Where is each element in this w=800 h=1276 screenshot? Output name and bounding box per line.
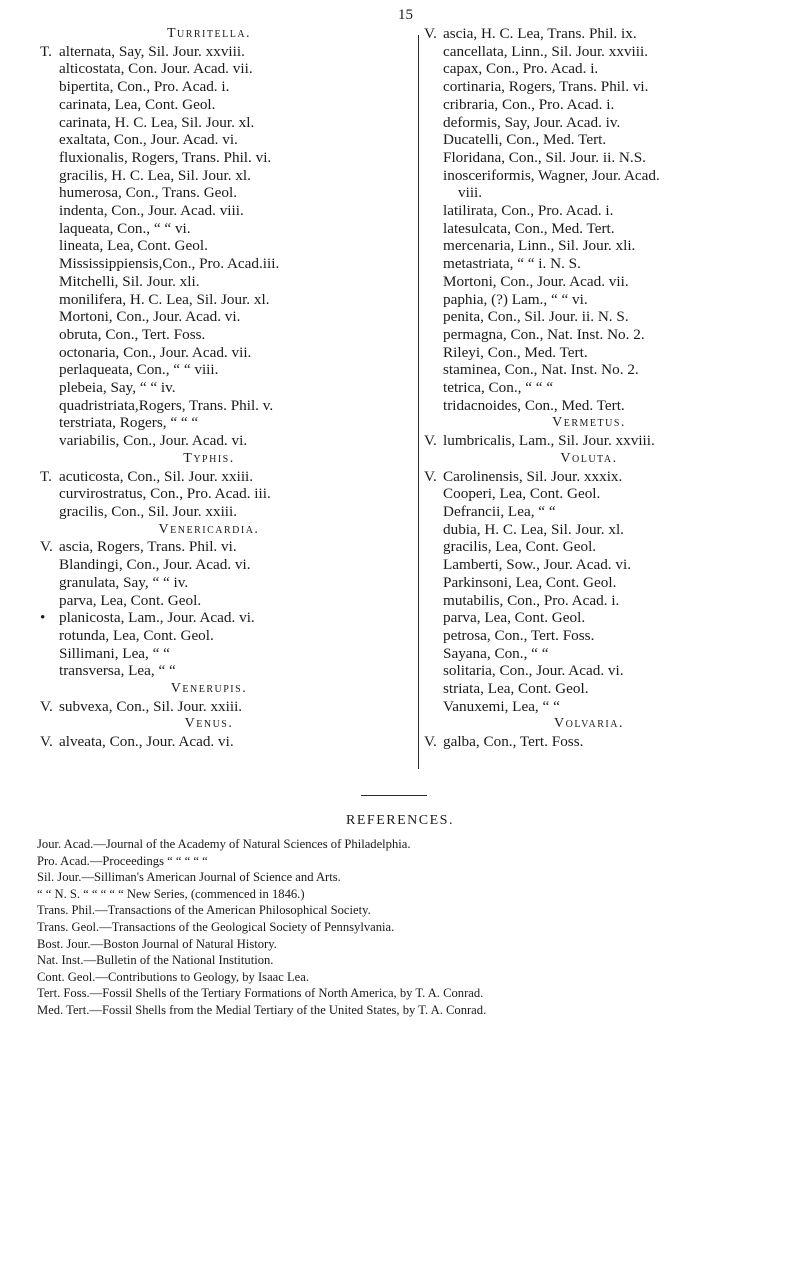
reference-line: Nat. Inst.—Bulletin of the National Institution. [37, 953, 274, 968]
species-text: gracilis, Lea, Cont. Geol. [443, 538, 597, 556]
species-entry [40, 149, 418, 167]
reference-line: “ “ N. S. “ “ “ “ “ New Series, (commenced in 1846.) [37, 886, 305, 901]
species-text: ascia, H. C. Lea, Trans. Phil. ix. [443, 25, 637, 42]
species-entry [40, 379, 418, 397]
species-entry [424, 645, 784, 663]
species-text: acuticosta, Con., Sil. Jour. xxiii. [59, 467, 254, 485]
species-text: variabilis, Con., Jour. Acad. vi. [59, 432, 248, 450]
species-text: mercenaria, Linn., Sil. Jour. xli. [443, 237, 636, 255]
species-entry [424, 220, 784, 238]
species-text: lineata, Lea, Cont. Geol. [59, 237, 208, 255]
species-entry [40, 468, 418, 486]
genus-heading: Vermetus. [552, 415, 626, 431]
species-text: gracilis, Con., Sil. Jour. xxiii. [59, 502, 238, 520]
species-entry [424, 149, 784, 167]
species-entry [424, 609, 784, 627]
species-entry [424, 60, 784, 78]
species-entry [424, 397, 784, 415]
species-entry [424, 468, 784, 486]
species-text: terstriata, Rogers, “ “ “ [59, 414, 199, 432]
reference-line: Med. Tert.—Fossil Shells from the Medial Tertiary of the United States, by T. A. Conrad. [37, 1002, 487, 1017]
genus-heading: Volvaria. [554, 716, 624, 732]
species-entry [424, 680, 784, 698]
genus-abbrev: T. [40, 467, 52, 485]
species-entry [40, 698, 418, 716]
species-text: alveata, Con., Jour. Acad. vi. [59, 733, 234, 751]
species-text: bipertita, Con., Pro. Acad. i. [59, 78, 230, 96]
species-entry [424, 662, 784, 680]
section-divider [361, 795, 427, 796]
species-entry [40, 645, 418, 663]
species-text: staminea, Con., Nat. Inst. No. 2. [443, 361, 639, 379]
species-entry [40, 627, 418, 645]
species-entry [40, 184, 418, 202]
species-entry [40, 574, 418, 592]
species-entry [40, 220, 418, 238]
species-entry [424, 131, 784, 149]
species-text: plebeia, Say, “ “ iv. [59, 379, 176, 397]
species-entry [40, 167, 418, 185]
species-entry [424, 698, 784, 716]
page-number: 15 [398, 7, 413, 23]
species-entry [424, 503, 784, 521]
species-text: cribraria, Con., Pro. Acad. i. [443, 95, 615, 113]
species-text: Cooperi, Lea, Cont. Geol. [443, 485, 601, 503]
species-text: dubia, H. C. Lea, Sil. Jour. xl. [443, 520, 624, 538]
genus-heading: Turritella. [166, 26, 252, 41]
species-text: planicosta, Lam., Jour. Acad. vi. [59, 609, 255, 627]
species-text: galba, Con., Tert. Foss. [443, 733, 584, 751]
genus-abbrev: V. [424, 467, 437, 485]
species-entry [424, 538, 784, 556]
species-text: octonaria, Con., Jour. Acad. vii. [59, 343, 252, 361]
species-text: obruta, Con., Tert. Foss. [59, 325, 206, 343]
species-text: capax, Con., Pro. Acad. i. [443, 60, 599, 78]
species-entry [424, 592, 784, 610]
species-entry [424, 432, 784, 450]
genus-abbrev: V. [40, 538, 53, 556]
species-text: granulata, Say, “ “ iv. [59, 573, 189, 591]
species-text: permagna, Con., Nat. Inst. No. 2. [443, 325, 645, 343]
species-entry [40, 414, 418, 432]
species-entry [40, 485, 418, 503]
species-text: Vanuxemi, Lea, “ “ [443, 697, 560, 715]
species-entry [40, 733, 418, 751]
species-entry [40, 273, 418, 291]
species-entry [40, 255, 418, 273]
species-entry [40, 344, 418, 362]
species-text: Carolinensis, Sil. Jour. xxxix. [443, 467, 623, 485]
species-entry [40, 397, 418, 415]
species-entry [40, 114, 418, 132]
species-entry [40, 202, 418, 220]
species-entry [40, 609, 418, 627]
species-text: tetrica, Con., “ “ “ [443, 379, 554, 397]
species-text: alticostata, Con. Jour. Acad. vii. [59, 60, 253, 78]
species-text: parva, Lea, Cont. Geol. [443, 609, 586, 627]
species-text: transversa, Lea, “ “ [59, 662, 176, 680]
species-entry [424, 361, 784, 379]
species-text: cortinaria, Rogers, Trans. Phil. vi. [443, 78, 649, 96]
species-text: Sayana, Con., “ “ [443, 644, 549, 662]
genus-abbrev: T. [40, 42, 52, 60]
species-text: inosceriformis, Wagner, Jour. Acad. [443, 166, 660, 184]
species-entry [40, 503, 418, 521]
species-entry [40, 237, 418, 255]
species-entry [424, 485, 784, 503]
species-entry [424, 255, 784, 273]
species-text: latilirata, Con., Pro. Acad. i. [443, 202, 614, 220]
species-text: subvexa, Con., Sil. Jour. xxiii. [59, 697, 243, 715]
reference-line: Trans. Geol.—Transactions of the Geological Society of Pennsylvania. [37, 919, 395, 934]
species-text: fluxionalis, Rogers, Trans. Phil. vi. [59, 148, 272, 166]
species-text: ascia, Rogers, Trans. Phil. vi. [59, 538, 237, 556]
species-text: solitaria, Con., Jour. Acad. vi. [443, 662, 624, 680]
species-entry [424, 733, 784, 751]
references-title: REFERENCES. [346, 813, 454, 828]
genus-abbrev: V. [40, 733, 53, 751]
species-text: penita, Con., Sil. Jour. ii. N. S. [443, 308, 629, 326]
species-entry [40, 326, 418, 344]
species-text: exaltata, Con., Jour. Acad. vi. [59, 131, 238, 149]
reference-line: Cont. Geol.—Contributions to Geology, by Isaac Lea. [37, 969, 310, 984]
species-text: Blandingi, Con., Jour. Acad. vi. [59, 556, 251, 574]
species-entry [424, 96, 784, 114]
reference-line: Trans. Phil.—Transactions of the American Philosophical Society. [37, 903, 371, 918]
species-text: viii. [458, 184, 483, 202]
species-text: Parkinsoni, Lea, Cont. Geol. [443, 573, 617, 591]
species-entry [424, 308, 784, 326]
reference-line: Bost. Jour.—Boston Journal of Natural History. [37, 936, 277, 951]
species-text: carinata, Lea, Cont. Geol. [59, 95, 216, 113]
species-text: curvirostratus, Con., Pro. Acad. iii. [59, 485, 271, 503]
species-entry [40, 291, 418, 309]
genus-abbrev: V. [424, 25, 437, 42]
species-text: perlaqueata, Con., “ “ viii. [59, 361, 219, 379]
species-entry [40, 556, 418, 574]
species-text: Ducatelli, Con., Med. Tert. [443, 131, 607, 149]
references-list [37, 836, 787, 1019]
species-entry [424, 25, 784, 43]
species-entry [424, 78, 784, 96]
genus-heading: Voluta. [560, 450, 618, 466]
species-text: humerosa, Con., Trans. Geol. [59, 184, 238, 202]
right-column [424, 25, 784, 751]
species-text: paphia, (?) Lam., “ “ vi. [443, 290, 588, 308]
reference-line: Tert. Foss.—Fossil Shells of the Tertiary Formations of North America, by T. A. Conrad. [37, 986, 484, 1001]
left-column [40, 25, 418, 751]
species-text: Lamberti, Sow., Jour. Acad. vi. [443, 556, 631, 574]
species-text: latesulcata, Con., Med. Tert. [443, 219, 615, 237]
species-entry [424, 167, 784, 185]
reference-line: Jour. Acad.—Journal of the Academy of Natural Sciences of Philadelphia. [37, 837, 411, 851]
genus-abbrev: V. [40, 697, 53, 715]
species-text: mutabilis, Con., Pro. Acad. i. [443, 591, 620, 609]
species-entry [40, 131, 418, 149]
genus-abbrev: V. [424, 733, 437, 751]
genus-heading: Venus. [184, 716, 234, 732]
genus-heading: Venerupis. [170, 681, 248, 697]
species-entry [40, 538, 418, 556]
species-text: Mississippiensis,Con., Pro. Acad.iii. [59, 255, 280, 273]
species-entry [424, 344, 784, 362]
genus-abbrev: V. [424, 432, 437, 450]
species-entry [40, 361, 418, 379]
reference-line: Pro. Acad.—Proceedings “ “ “ “ “ [37, 853, 208, 868]
species-text: deformis, Say, Jour. Acad. iv. [443, 113, 621, 131]
species-text: alternata, Say, Sil. Jour. xxviii. [59, 42, 245, 60]
species-entry [40, 662, 418, 680]
species-text: Mortoni, Con., Jour. Acad. vii. [443, 272, 629, 290]
species-text: Rileyi, Con., Med. Tert. [443, 343, 588, 361]
species-text: striata, Lea, Cont. Geol. [443, 680, 589, 698]
column-divider [418, 35, 419, 769]
species-text: carinata, H. C. Lea, Sil. Jour. xl. [59, 113, 255, 131]
species-text: Defrancii, Lea, “ “ [443, 502, 556, 520]
species-text: monilifera, H. C. Lea, Sil. Jour. xl. [59, 290, 270, 308]
species-text: cancellata, Linn., Sil. Jour. xxviii. [443, 42, 648, 60]
species-text: quadristriata,Rogers, Trans. Phil. v. [59, 396, 274, 414]
species-text: rotunda, Lea, Cont. Geol. [59, 626, 214, 644]
species-text: gracilis, H. C. Lea, Sil. Jour. xl. [59, 166, 251, 184]
species-entry [424, 521, 784, 539]
species-text: petrosa, Con., Tert. Foss. [443, 626, 595, 644]
species-text: indenta, Con., Jour. Acad. viii. [59, 202, 244, 220]
species-entry [424, 202, 784, 220]
species-entry [424, 627, 784, 645]
species-text: Mitchelli, Sil. Jour. xli. [59, 272, 200, 290]
species-text: Floridana, Con., Sil. Jour. ii. N.S. [443, 148, 646, 166]
species-text: metastriata, “ “ i. N. S. [443, 255, 581, 273]
species-entry [40, 432, 418, 450]
species-entry [40, 60, 418, 78]
species-text: lumbricalis, Lam., Sil. Jour. xxviii. [443, 432, 655, 450]
reference-line: Sil. Jour.—Silliman's American Journal of Science and Arts. [37, 870, 341, 885]
species-entry [424, 291, 784, 309]
species-entry [40, 592, 418, 610]
genus-abbrev: • [40, 609, 46, 627]
species-text: Mortoni, Con., Jour. Acad. vi. [59, 308, 241, 326]
species-entry [40, 308, 418, 326]
species-entry [424, 43, 784, 61]
species-text: tridacnoides, Con., Med. Tert. [443, 396, 625, 414]
species-entry [424, 326, 784, 344]
species-entry [424, 184, 784, 202]
species-entry [424, 556, 784, 574]
species-entry [424, 237, 784, 255]
species-text: Sillimani, Lea, “ “ [59, 644, 170, 662]
species-entry [424, 574, 784, 592]
species-entry [424, 379, 784, 397]
species-text: parva, Lea, Cont. Geol. [59, 591, 202, 609]
species-entry [424, 114, 784, 132]
species-text: laqueata, Con., “ “ vi. [59, 219, 191, 237]
species-entry [40, 43, 418, 61]
species-entry [424, 273, 784, 291]
genus-heading: Venericardia. [158, 521, 260, 537]
species-entry [40, 96, 418, 114]
genus-heading: Typhis. [183, 450, 235, 466]
species-entry [40, 78, 418, 96]
